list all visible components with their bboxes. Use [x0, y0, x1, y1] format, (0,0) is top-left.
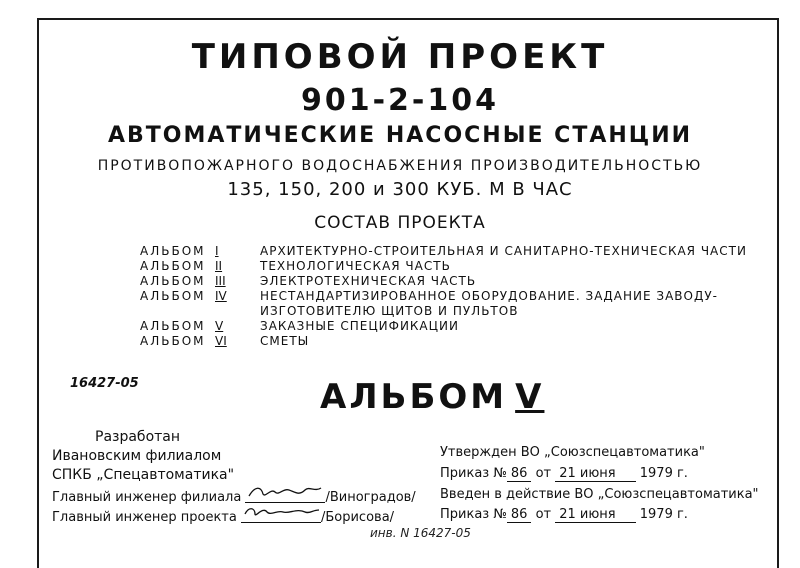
order-approval: [440, 467, 688, 480]
album-description: ЗАКАЗНЫЕ СПЕЦИФИКАЦИИ: [260, 319, 459, 333]
order-from: от: [535, 507, 552, 522]
signature-scribble-icon: [241, 504, 321, 520]
signature: [245, 488, 325, 503]
order-from: от: [535, 466, 552, 481]
album-number: II: [215, 259, 223, 273]
project-capacity: 135, 150, 200 и 300 КУБ. М В ЧАС: [227, 179, 573, 200]
contents-heading: СОСТАВ ПРОЕКТА: [314, 213, 486, 233]
album-label: АЛЬБОМ: [140, 259, 206, 273]
album-number: V: [215, 319, 224, 333]
album-description: СМЕТЫ: [260, 334, 310, 348]
album-title: [320, 377, 545, 417]
order-number: 86: [507, 466, 532, 482]
album-label: АЛЬБОМ: [140, 334, 206, 348]
chief-engineer-project: [52, 508, 394, 524]
album-label: АЛЬБОМ: [140, 274, 206, 288]
order-label: Приказ №: [440, 507, 507, 522]
album-number: I: [215, 244, 219, 258]
album-description: АРХИТЕКТУРНО-СТРОИТЕЛЬНАЯ И САНИТАРНО-ТЕХНИЧЕСКАЯ ЧАСТИ: [260, 244, 747, 258]
album-description: ЭЛЕКТРОТЕХНИЧЕСКАЯ ЧАСТЬ: [260, 274, 477, 288]
order-date: 21 июня: [555, 507, 635, 523]
album-label: АЛЬБОМ: [140, 289, 206, 303]
album-description: ТЕХНОЛОГИЧЕСКАЯ ЧАСТЬ: [260, 259, 451, 273]
approved-by: Утвержден ВО „Союзспецавтоматика": [440, 445, 705, 460]
project-subtitle: ПРОТИВОПОЖАРНОГО ВОДОСНАБЖЕНИЯ ПРОИЗВОДИТЕЛЬНОСТЬЮ: [97, 158, 703, 174]
inventory-stamp: инв. N 16427-05: [370, 526, 471, 540]
signature-scribble-icon: [245, 484, 325, 500]
chief-engineer-project-name: /Борисова/: [320, 510, 395, 525]
order-date: 21 июня: [555, 466, 635, 482]
project-number: 901-2-104: [300, 83, 500, 118]
album-number: VI: [215, 334, 227, 348]
order-number: 86: [507, 507, 532, 523]
album-title-number: V: [515, 377, 545, 417]
developer-heading: Разработан: [95, 429, 181, 445]
order-effect: [440, 508, 688, 521]
order-label: Приказ №: [440, 466, 507, 481]
order-year: 1979 г.: [639, 466, 688, 481]
developer-org: Ивановским филиалом: [52, 448, 222, 464]
album-number: IV: [215, 289, 227, 303]
album-label: АЛЬБОМ: [140, 244, 206, 258]
signature: [241, 508, 321, 523]
developer-bureau: СПКБ „Спецавтоматика": [52, 467, 235, 483]
chief-engineer-branch: [52, 488, 416, 504]
album-number: III: [215, 274, 226, 288]
chief-engineer-branch-title: Главный инженер филиала: [52, 490, 242, 505]
chief-engineer-project-title: Главный инженер проекта: [52, 510, 237, 525]
album-title-label: АЛЬБОМ: [320, 377, 508, 417]
album-label: АЛЬБОМ: [140, 319, 206, 333]
chief-engineer-branch-name: /Виноградов/: [325, 490, 416, 505]
album-description: НЕСТАНДАРТИЗИРОВАННОЕ ОБОРУДОВАНИЕ. ЗАДАНИЕ ЗАВОДУ-: [260, 289, 718, 303]
put-into-effect: Введен в действие ВО „Союзспецавтоматика": [440, 487, 759, 502]
document-title: ТИПОВОЙ ПРОЕКТ: [191, 37, 609, 77]
document-code: 16427-05: [70, 376, 139, 391]
project-subject: АВТОМАТИЧЕСКИЕ НАСОСНЫЕ СТАНЦИИ: [107, 123, 693, 148]
order-year: 1979 г.: [639, 507, 688, 522]
album-description-cont: ИЗГОТОВИТЕЛЮ ЩИТОВ И ПУЛЬТОВ: [260, 304, 519, 318]
